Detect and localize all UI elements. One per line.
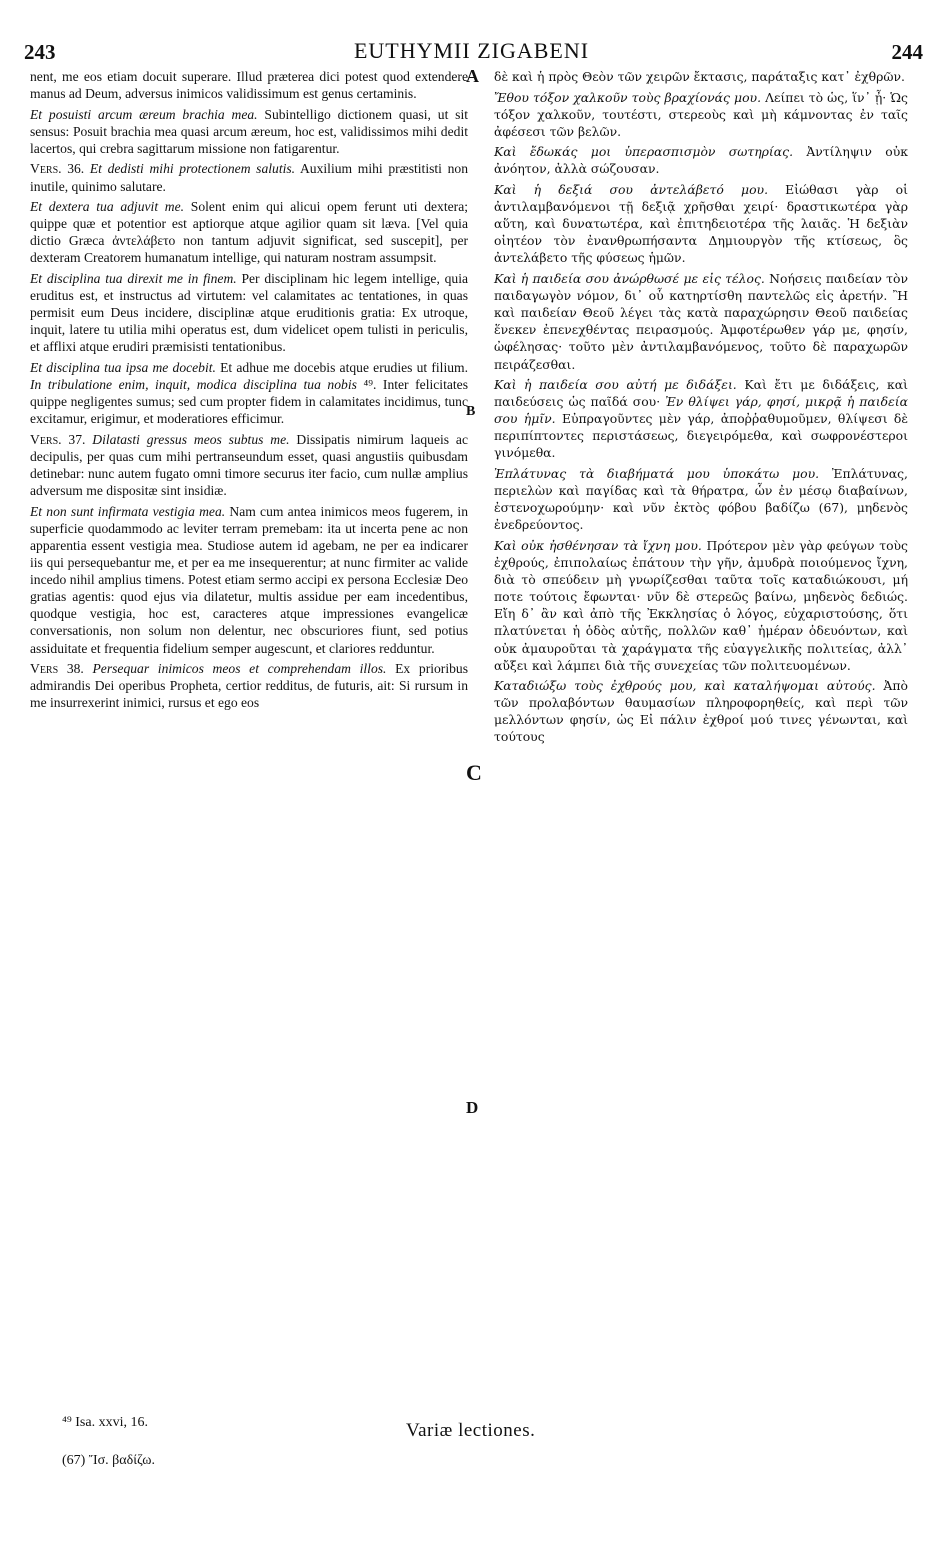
footnote-ref: ⁴⁹	[356, 377, 373, 393]
greek-text: Ἐπλάτυνας, περιελὼν καὶ παγίδας καὶ τὰ θήρατρα, ὧν ἐν μέσῳ διαβαίνων, ἐστενοχωρούμην· καὶ νῦν ἐκτὸς φόβου βαδίζω (67), μηδενὸς ἐνεδρεύοντος.	[494, 466, 908, 533]
latin-text: Et adhue me docebis atque erudies ut filium.	[215, 360, 469, 375]
greek-text: Ἀπὸ τῶν προλαβόντων θαυμασίων πληροφορηθείς, καὶ περὶ τῶν μελλόντων φησίν, ὡς Εἰ πάλιν ἐχθροί μού τινες γένωνται, καὶ τούτους	[494, 678, 908, 745]
running-title: EUTHYMII ZIGABENI	[353, 38, 590, 63]
latin-text: Subintelligo dictionem quasi, ut sit sensus: Posuit brachia mea quasi arcum æreum, hoc est, validissimos mihi dedit lacertos, qui crebra sagittarum missione non fatigarentur.	[30, 106, 469, 156]
greek-text: Πρότερον μὲν γὰρ φεύγων τοὺς ἐχθρούς, ἐπιπολαίως ἐπάτουν τὴν γῆν, ἀμυδρὰ ποιούμενος ἴχνη, διὰ τὸ σπεύδειν μὴ γνωρίζεσθαι ταῦτα τοῖς καταδιώκουσι, μή ποτε τούτοις ἔφωνται· νῦν δὲ στερεῶς βαίνω, μηδενὸς δεδιώς. Εἴη δ᾽ ἂν καὶ ἀπὸ τῆς Ἐκκλησίας ὁ λόγος, εὐχαριστούσης, ὅτι πλατύνεται ἡ ὁδὸς αὐτῆς, πολλῶν καθ᾽ ἡμέραν ὁδευόντων, καὶ οὐκ ἀμαυροῦται τὰ χαράγματα τῆς εὐαγγελικῆς πολιτείας, ἀλλ᾽ αὔξει καὶ λάμπει διὰ τῆς συνεχείας τῶν πολιτευομένων.	[494, 537, 909, 673]
latin-paragraph	[30, 160, 468, 194]
variae-lectiones-heading: Variæ lectiones.	[406, 1420, 536, 1441]
page-number-left: 243	[24, 40, 56, 64]
greek-text: Εὐπραγοῦντες μὲν γάρ, ἀποῤῥαθυμοῦμεν, θλίψεσι δὲ περιπίπτοντες περιστάσεως, διεγειρόμεθα, καὶ σωφρονέστεροι γινόμεθα.	[494, 411, 909, 461]
greek-paragraph	[494, 143, 908, 177]
latin-lemma: Et posuisti arcum æreum brachia mea.	[30, 106, 258, 122]
latin-paragraph	[30, 431, 468, 499]
greek-paragraph	[494, 376, 908, 461]
greek-paragraph	[494, 89, 908, 140]
page-header	[0, 38, 943, 68]
latin-paragraph	[30, 106, 468, 157]
margin-letter-b: B	[466, 404, 476, 419]
greek-paragraph	[494, 465, 908, 533]
greek-lemma: Καὶ ἡ παιδεία σου αὐτή με διδάξει.	[494, 377, 737, 393]
latin-text: Per disciplinam hic legem intellige, quia eruditus est, et instructus ad virtutem: vel calamitates ac tentationes, in quas permisit eum Deus incidere, disciplinæ atque eruditionis gratia: Ex utroque, inquit, latere tu utilia mihi operatus est, dum videlicet opem tulisti in periculis, et afflixi atque erudiri præmisisti tentationibus.	[30, 271, 469, 355]
greek-lemma: Καὶ ἡ δεξιά σου ἀντελάβετό μου.	[494, 182, 769, 198]
latin-text: . Inter felicitates quippe negligentes sumus; sed cum propter fidem in calamitates incidimus, tunc excitamur, erigimur, et moderatiores efficimur.	[30, 377, 468, 427]
latin-paragraph	[30, 198, 468, 266]
latin-lemma: Et disciplina tua ipsa me docebit.	[30, 360, 216, 375]
latin-paragraph	[30, 503, 468, 657]
footnotes	[62, 1415, 155, 1469]
greek-paragraph	[494, 270, 908, 373]
footnote: ⁴⁹ Isa. xxvi, 16.	[62, 1415, 148, 1430]
greek-paragraph	[494, 537, 908, 674]
latin-text: Auxilium mihi præstitisti non inutile, quinimo salutare.	[30, 161, 468, 194]
greek-text: Λείπει τὸ ὡς, ἵν᾽ ᾖ· Ὡς τόξον χαλκοῦν, τουτέστι, στερεοὺς καὶ μὴ κάμνοντας ἐν ταῖς ἀφέσεσι τῶν βελῶν.	[494, 89, 908, 139]
verse-number: Vers. 37.	[30, 431, 86, 447]
greek-lemma: Καταδιώξω τοὺς ἐχθρούς μου, καὶ καταλήψομαι αὐτούς.	[494, 678, 876, 694]
latin-lemma: Et dextera tua adjuvit me.	[30, 199, 185, 215]
greek-lemma: Καὶ ἡ παιδεία σου ἀνώρθωσέ με εἰς τέλος.	[494, 271, 765, 287]
greek-paragraph	[494, 181, 908, 266]
greek-lemma: Καὶ οὐκ ἠσθένησαν τὰ ἴχνη μου.	[494, 537, 702, 553]
greek-text: δὲ καὶ ἡ πρὸς Θεὸν τῶν χειρῶν ἔκτασις, παράταξις κατ᾽ ἐχθρῶν.	[494, 69, 905, 84]
greek-lemma: Καὶ ἔδωκάς μοι ὑπερασπισμὸν σωτηρίας.	[494, 144, 794, 160]
latin-lemma: Et dedisti mihi protectionem salutis.	[84, 161, 296, 177]
latin-paragraph	[30, 270, 468, 355]
greek-paragraph	[494, 677, 908, 745]
latin-paragraph	[30, 359, 468, 427]
latin-text: nent, me eos etiam docuit superare. Illud præterea dici potest quod extendere manus ad Deum, adversus inimicos validissimum est genus certaminis.	[30, 69, 468, 102]
verse-number: Vers. 36.	[30, 161, 85, 177]
margin-letter-d: D	[466, 1098, 479, 1117]
latin-text: Nam cum antea inimicos meos fugerem, in superficie quodammodo ac leviter terram premebam: ita ut incerta pene ac non apparentia essent vestigia mea. Studiose autem id agebam, ne per ea indicarer iis qui persequebantur me, et per ea me insequerentur; at nunc firmiter ac valide incedo nihil amplius timens. Potest etiam sermo accipi ex persona Ecclesiæ Deo gratias agentis: quod ejus via dilatetur, multis assidue per eam incedentibus, quodque vestigia, hoc est, caracteres atque impressiones evangelicæ conversationis, non solum non delentur, nec obscuriores fiunt, sed potius assiduitate et frequentia fidelium semper augescunt, et clariores redduntur.	[30, 503, 468, 656]
latin-lemma: In tribulatione enim, inquit, modica disciplina tua nobis	[30, 377, 357, 393]
footnote: (67) Ἴσ. βαδίζω.	[62, 1453, 155, 1468]
margin-letter-c: C	[466, 760, 482, 785]
latin-text: Solent enim qui alicui opem ferunt uti dextera; quippe quæ et potentior est aptiorque atque agilior quam sit læva. [Vel quia dictio Græca ἀντελάβετο non tantum adjuvit significat, sed suscepit], per dexteram Creatorem humanatum intellige, qui naturam nostram assumpsit.	[30, 199, 468, 266]
greek-lemma: Ἐπλάτυνας τὰ διαβήματά μου ὑποκάτω μου.	[494, 466, 820, 482]
latin-text: Ex prioribus admirandis Dei operibus Propheta, certior redditus, de futuris, ait: Si rursum in me insurrexerint inimici, rursus et ego eos	[30, 661, 468, 711]
greek-column	[494, 68, 908, 746]
latin-column	[30, 68, 468, 711]
page-number-right: 244	[891, 40, 923, 64]
latin-text: Dissipatis nimirum laqueis ac decipulis, per quas cum mihi pertranseundum esset, quasi angustiis quibusdam detinebar: nunc autem fugato omni timore securus iter facio, cum nullæ amplius adversum me dispositæ sint insidiæ.	[30, 431, 468, 499]
latin-paragraph	[30, 68, 468, 102]
greek-text: Νοήσεις παιδείαν τὸν παιδαγωγὸν νόμον, δι᾽ οὗ κατηρτίσθη παντελῶς εἰς ἀρετήν. Ἢ καὶ παιδείαν Θεοῦ λέγει τὰς κατὰ παραχώρησιν Θεοῦ παιδείας ἕνεκεν ἐπενεχθέντας πειρασμούς. Ἀμφοτέρωθεν γάρ με, φησίν, ὠφέλησας· τοῦτο μὲν ἀντιλαμβανόμενος, τοῦτο δὲ παραχωρῶν πειράζεσθαι.	[494, 271, 908, 372]
latin-lemma: Et non sunt infirmata vestigia mea.	[30, 503, 226, 519]
latin-lemma: Et disciplina tua direxit me in finem.	[30, 271, 237, 287]
margin-letter-a: A	[466, 66, 479, 86]
greek-paragraph	[494, 68, 908, 85]
latin-paragraph	[30, 660, 468, 711]
greek-lemma: Ἔθου τόξον χαλκοῦν τοὺς βραχίονάς μου.	[494, 89, 762, 105]
latin-lemma: Persequar inimicos meos et comprehendam illos.	[83, 661, 387, 677]
verse-number: Vers 38.	[30, 661, 84, 677]
greek-lemma: Ἐν θλίψει γάρ, φησί, μικρᾷ ἡ παιδεία σου ἡμῖν.	[494, 394, 908, 427]
latin-lemma: Dilatasti gressus meos subtus me.	[85, 431, 290, 447]
greek-text: Εἰώθασι γὰρ οἱ ἀντιλαμβανόμενοι τῇ δεξιᾷ χρῆσθαι χειρί· δραστικωτέρα γὰρ αὕτη, καὶ δυνατωτέρα, καὶ ἐπιτηδειοτέρα τῆς λαιᾶς. Ἡ δεξιὰν οἰητέον τὸν ἐνανθρωπήσαντα Δημιουργὸν τῆς κτίσεως, ὃς ἀντελάβετο τῆς φύσεως ἡμῶν.	[494, 182, 908, 266]
greek-text: Καὶ ἔτι με διδάξεις, καὶ παιδεύσεις ὡς παῖδά σου·	[494, 377, 908, 410]
greek-text: Ἀντίληψιν οὐκ ἀνόητον, ἀλλὰ σώζουσαν.	[494, 144, 908, 177]
